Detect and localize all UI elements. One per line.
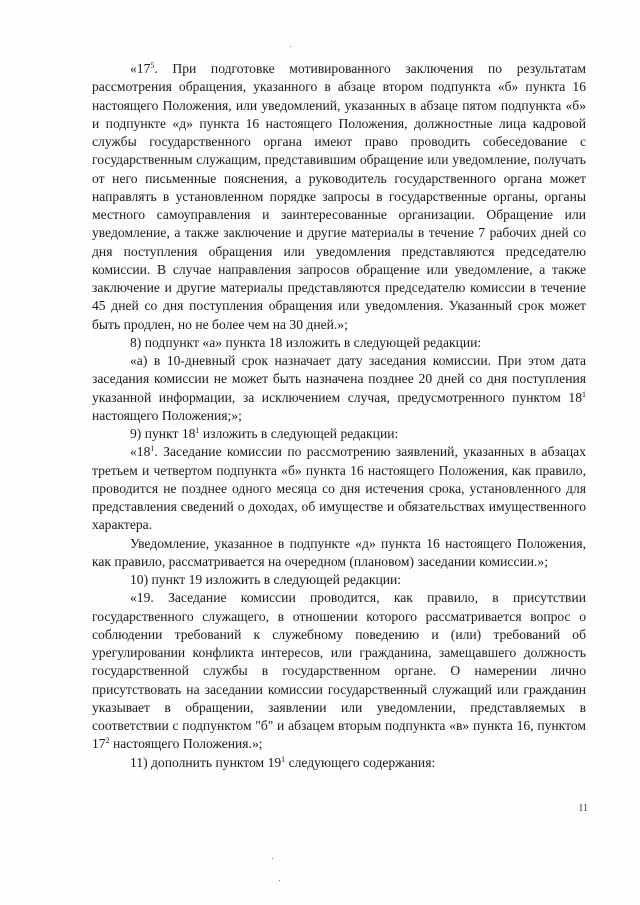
superscript: 5 bbox=[150, 61, 155, 70]
paragraph-item-10 bbox=[92, 571, 586, 589]
scan-speck bbox=[290, 46, 291, 47]
paragraph-item-11 bbox=[92, 754, 586, 772]
page-number: 11 bbox=[578, 803, 588, 814]
para-text: Уведомление, указанное в подпункте «д» пункта 16 настоящего Положения, как правило, рассматривается на очередном (плановом) заседании комиссии.»; bbox=[92, 535, 586, 569]
para-text: изложить в следующей редакции: bbox=[199, 426, 399, 441]
superscript: 1 bbox=[281, 754, 286, 764]
para-text: 10) пункт 19 изложить в следующей редакции: bbox=[130, 572, 402, 587]
superscript: 2 bbox=[105, 736, 110, 746]
para-text: следующего содержания: bbox=[285, 754, 436, 770]
scan-speck bbox=[279, 880, 280, 881]
para-text: . При подготовке мотивированного заключения по результатам рассмотрения обращения, указанного в абзаце втором подпункта «б» пункта 16 настоящего Положения, или уведомлений, указанных в абзаце пятом подпункта «б» и подпункте «д» пункта 16 настоящего Положения, должностные лица кадровой службы государственного органа имеют право проводить собеседование с государственным служащим, представившим обращение или уведомление, получать от него письменные пояснения, а руководитель государственного органа может направлять в установленном порядке запросы в государственные органы, органы местного самоуправления и заинтересованные организации. Обращение или уведомление, а также заключение и другие материалы в течение 7 рабочих дней со дня поступления обращения или уведомления представляются председателю комиссии. В случае направления запросов обращение или уведомление, а также заключение и другие материалы представляются председателю комиссии в течение 45 дней со дня поступления обращения или уведомления. Указанный срок может быть продлен, но не более чем на 30 дней.»; bbox=[92, 61, 586, 332]
superscript: 1 bbox=[195, 426, 200, 435]
para-text: 9) пункт 18 bbox=[130, 426, 196, 441]
scan-speck bbox=[272, 858, 273, 859]
superscript: 1 bbox=[150, 444, 155, 454]
paragraph-18-1 bbox=[92, 443, 586, 534]
paragraph-item-9 bbox=[92, 425, 586, 443]
document-body bbox=[92, 60, 586, 772]
para-text: 11) дополнить пунктом 19 bbox=[130, 754, 282, 770]
superscript: 1 bbox=[582, 389, 586, 399]
para-text: настоящего Положения;»; bbox=[92, 407, 242, 423]
paragraph-19 bbox=[92, 589, 586, 753]
para-text: «а) в 10-дневный срок назначает дату заседания комиссии. При этом дата заседания комиссии не может быть назначена позднее 20 дней со дня поступления указанной информации, за исключением случая, предусмотренного пунктом 18 bbox=[92, 353, 586, 405]
paragraph-item-8 bbox=[92, 334, 586, 352]
para-text: «18 bbox=[130, 444, 151, 460]
paragraph-subitem-a bbox=[92, 352, 586, 425]
para-text: 8) подпункт «а» пункта 18 изложить в следующей редакции: bbox=[130, 334, 482, 350]
para-text: . Заседание комиссии по рассмотрению заявлений, указанных в абзацах третьем и четвертом подпункта «б» пункта 16 настоящего Положения, как правило, проводится не позднее одного месяца со дня истечения срока, установленного для представления сведений о доходах, об имуществе и обязательствах имущественного характера. bbox=[92, 444, 586, 533]
para-text: настоящего Положения.»; bbox=[109, 736, 263, 752]
para-text: «19. Заседание комиссии проводится, как правило, в присутствии государственного служащего, в отношении которого рассматривается вопрос о соблюдении требований к служебному поведению и (или) требований об урегулировании конфликта интересов, или гражданина, замещавшего должность государственной службы в государственном органе. О намерении лично присутствовать на заседании комиссии государственный служащий или гражданин указывает в обращении, заявлении или уведомлении, представляемых в соответствии с подпунктом "б" и абзацем вторым подпункта «в» пункта 16, пунктом 17 bbox=[92, 590, 586, 752]
paragraph-notification bbox=[92, 535, 586, 572]
para-text: «17 bbox=[130, 61, 151, 76]
paragraph-17-5 bbox=[92, 60, 586, 334]
